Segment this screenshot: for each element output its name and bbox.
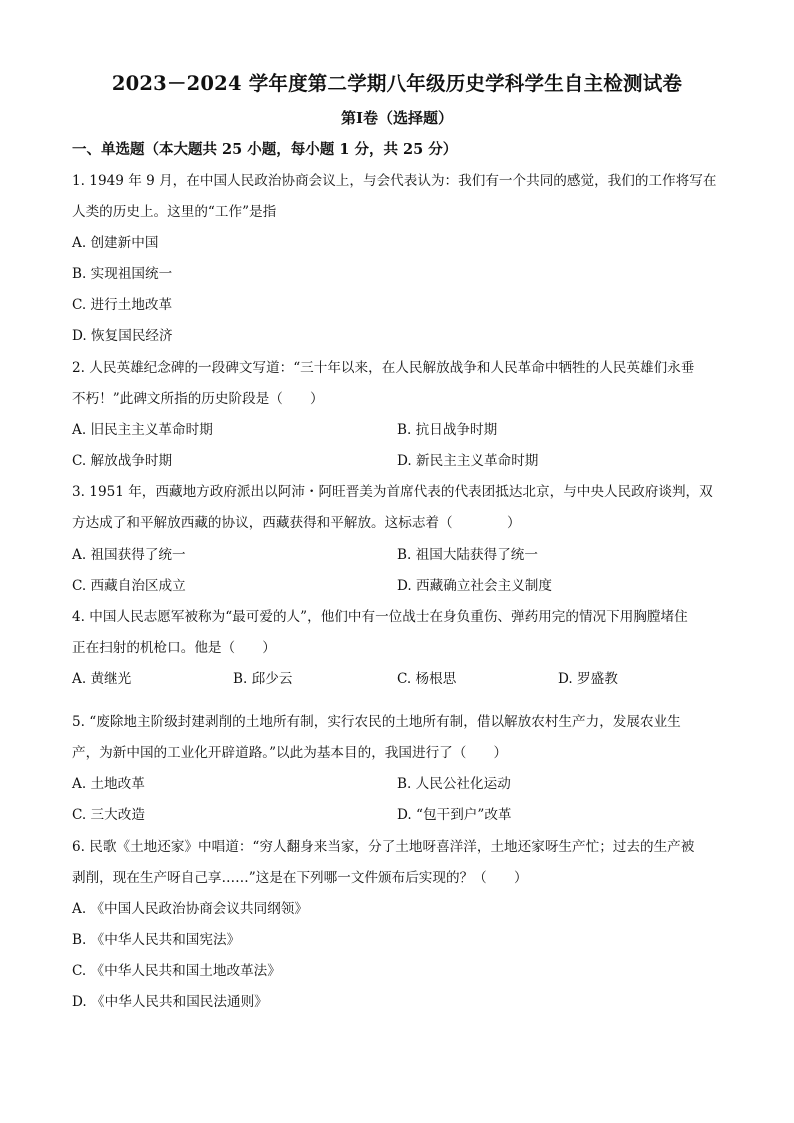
question-6-line-1: 6. 民歌《土地还家》中唱道：“穷人翻身来当家，分了土地呀喜洋洋，土地还家呀生产忙；过去的生产被 bbox=[72, 839, 695, 855]
volume-heading: 第Ⅰ卷（选择题） bbox=[340, 109, 454, 127]
question-1-option-b[interactable]: B. 实现祖国统一 bbox=[72, 266, 173, 282]
question-1-option-a[interactable]: A. 创建新中国 bbox=[72, 235, 159, 251]
exam-title: 2023－2024 学年度第二学期八年级历史学科学生自主检测试卷 bbox=[111, 72, 683, 95]
question-2-line-2: 不朽！”此碑文所指的历史阶段是（ ） bbox=[72, 391, 324, 407]
question-6-option-d[interactable]: D. 《中华人民共和国民法通则》 bbox=[72, 994, 268, 1010]
question-2-option-a[interactable]: A. 旧民主主义革命时期 bbox=[72, 422, 213, 438]
question-2-option-c[interactable]: C. 解放战争时期 bbox=[72, 453, 173, 469]
question-1-option-d[interactable]: D. 恢复国民经济 bbox=[72, 328, 173, 344]
question-5-line-2: 产，为新中国的工业化开辟道路。”以此为基本目的，我国进行了（ ） bbox=[72, 745, 508, 761]
question-3-option-a[interactable]: A. 祖国获得了统一 bbox=[72, 547, 186, 563]
question-4-line-1: 4. 中国人民志愿军被称为“最可爱的人”，他们中有一位战士在身负重伤、弹药用完的情况下用胸膛堵住 bbox=[72, 609, 688, 625]
question-3-line-1: 3. 1951 年，西藏地方政府派出以阿沛・阿旺晋美为首席代表的代表团抵达北京，与中央人民政府谈判，双 bbox=[72, 484, 713, 500]
question-1-option-c[interactable]: C. 进行土地改革 bbox=[72, 297, 173, 313]
question-2-option-b[interactable]: B. 抗日战争时期 bbox=[397, 422, 498, 438]
question-5-option-c[interactable]: C. 三大改造 bbox=[72, 807, 145, 823]
question-5-option-a[interactable]: A. 土地改革 bbox=[72, 776, 145, 792]
question-4-option-d[interactable]: D. 罗盛教 bbox=[558, 671, 618, 687]
question-3-line-2: 方达成了和平解放西藏的协议，西藏获得和平解放。这标志着（ ） bbox=[72, 515, 521, 531]
question-6-option-a[interactable]: A. 《中国人民政治协商会议共同纲领》 bbox=[72, 901, 308, 917]
question-4-line-2: 正在扫射的机枪口。他是（ ） bbox=[72, 640, 276, 656]
question-3-option-d[interactable]: D. 西藏确立社会主义制度 bbox=[397, 578, 552, 594]
question-4-option-c[interactable]: C. 杨根思 bbox=[397, 671, 457, 687]
question-2-line-1: 2. 人民英雄纪念碑的一段碑文写道：“三十年以来，在人民解放战争和人民革命中牺牲的人民英雄们永垂 bbox=[72, 360, 695, 376]
question-3-option-c[interactable]: C. 西藏自治区成立 bbox=[72, 578, 186, 594]
question-3-option-b[interactable]: B. 祖国大陆获得了统一 bbox=[397, 547, 538, 563]
question-1-line-1: 1. 1949 年 9 月，在中国人民政治协商会议上，与会代表认为：我们有一个共同的感觉，我们的工作将写在 bbox=[72, 173, 717, 189]
question-6-option-b[interactable]: B. 《中华人民共和国宪法》 bbox=[72, 932, 241, 948]
question-5-option-d[interactable]: D. “包干到户”改革 bbox=[397, 807, 512, 823]
question-6-line-2: 剥削，现在生产呀自己享……”这是在下列哪一文件颁布后实现的？（ ） bbox=[72, 870, 528, 886]
question-4-option-a[interactable]: A. 黄继光 bbox=[72, 671, 132, 687]
question-5-option-b[interactable]: B. 人民公社化运动 bbox=[397, 776, 511, 792]
question-5-line-1: 5. “废除地主阶级封建剥削的土地所有制，实行农民的土地所有制，借以解放农村生产力，发展农业生 bbox=[72, 714, 681, 730]
question-6-option-c[interactable]: C. 《中华人民共和国土地改革法》 bbox=[72, 963, 281, 979]
question-4-option-b[interactable]: B. 邱少云 bbox=[233, 671, 293, 687]
section-heading: 一、单选题（本大题共 25 小题，每小题 1 分，共 25 分） bbox=[72, 141, 458, 158]
question-2-option-d[interactable]: D. 新民主主义革命时期 bbox=[397, 453, 539, 469]
question-1-line-2: 人类的历史上。这里的“工作”是指 bbox=[72, 204, 277, 220]
